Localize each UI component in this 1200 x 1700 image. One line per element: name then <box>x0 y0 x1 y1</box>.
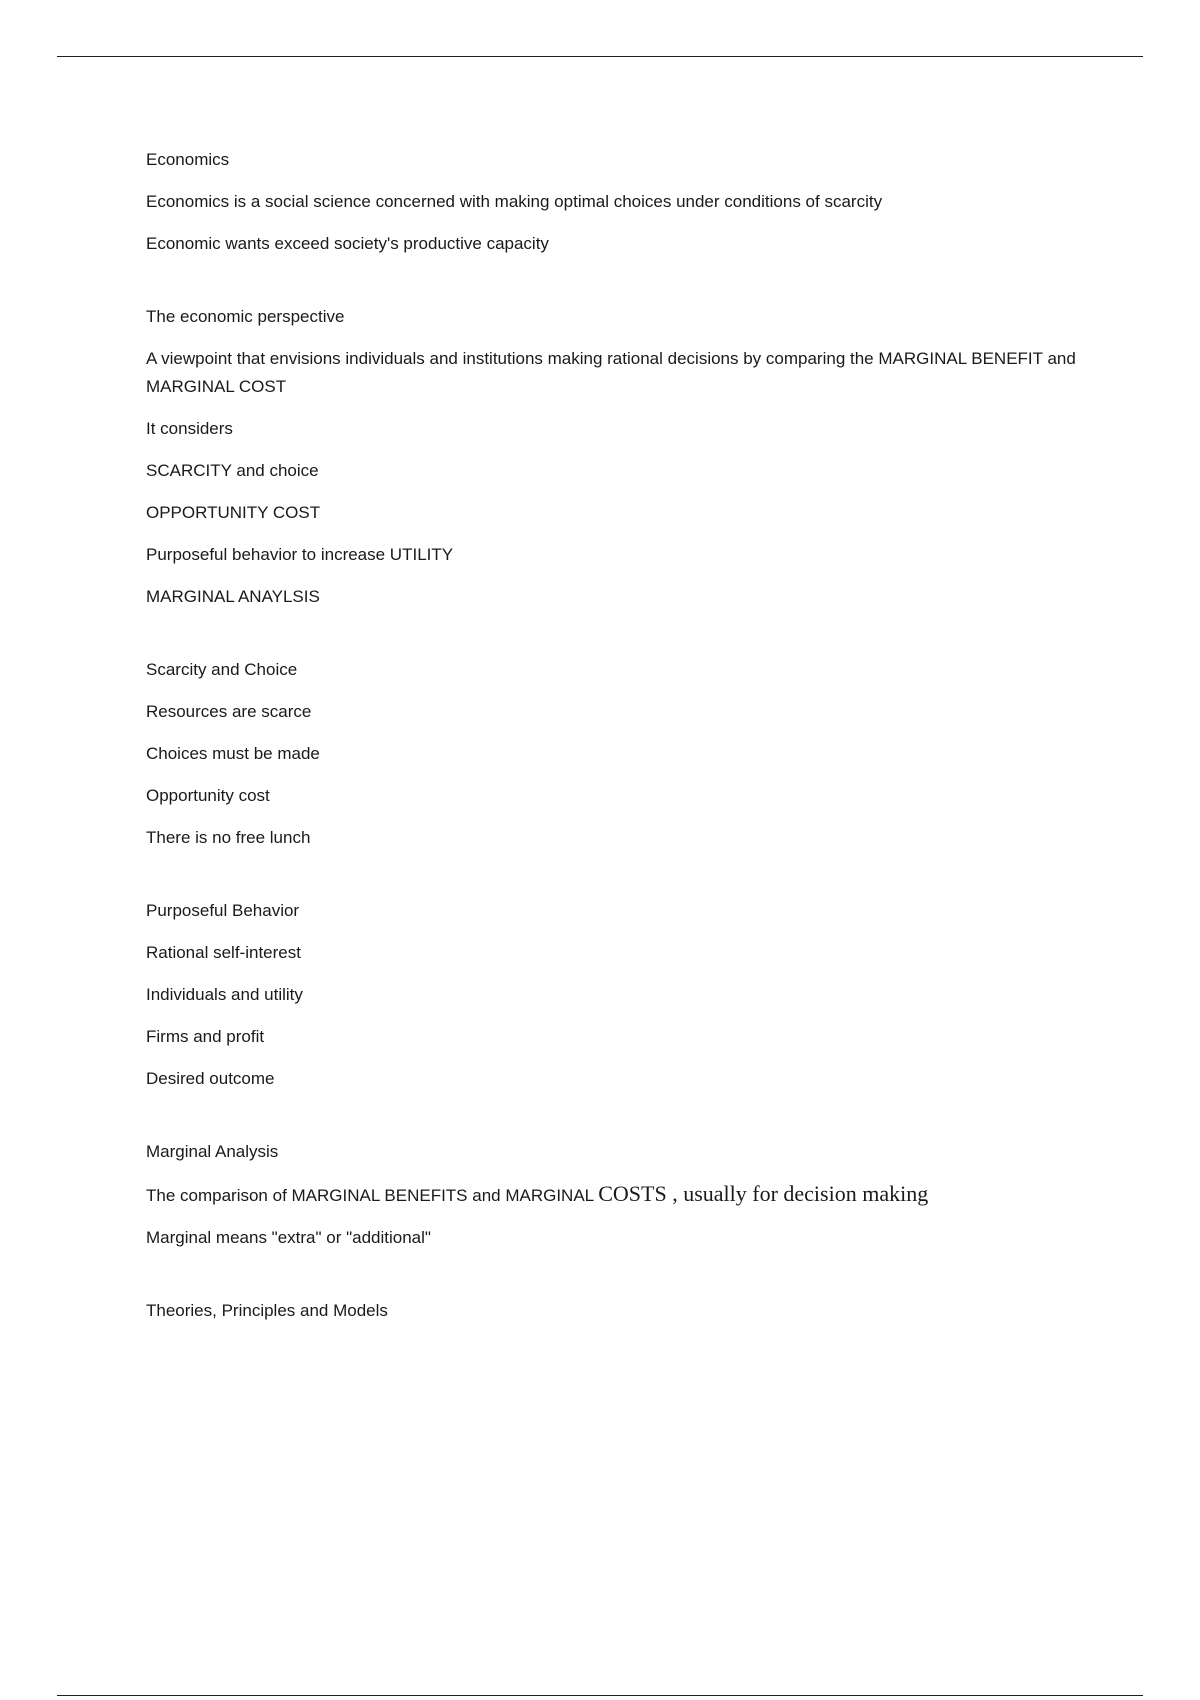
footer-rule <box>57 1695 1143 1696</box>
section-scarcity-and-choice <box>146 656 1076 852</box>
section-marginal-analysis <box>146 1138 1076 1252</box>
text-line: Opportunity cost <box>146 786 270 805</box>
text-line: MARGINAL ANAYLSIS <box>146 587 320 606</box>
text-line: Choices must be made <box>146 744 320 763</box>
text-line: Marginal means "extra" or "additional" <box>146 1228 431 1247</box>
text-line: SCARCITY and choice <box>146 461 319 480</box>
section-title: Economics <box>146 150 230 169</box>
section-economic-perspective <box>146 303 1076 611</box>
section-economics <box>146 146 1076 258</box>
section-title: Marginal Analysis <box>146 1142 279 1161</box>
text-line: A viewpoint that envisions individuals and institutions making rational decisions by comparing the MARGINAL BENEFIT and MARGINAL COST <box>146 349 1076 396</box>
comparison-text-part1: The comparison of MARGINAL BENEFITS and MARGINAL <box>146 1186 599 1205</box>
section-title: The economic perspective <box>146 307 345 326</box>
comparison-text-part2: COSTS , usually for decision making <box>598 1181 929 1206</box>
section-title: Scarcity and Choice <box>146 660 298 679</box>
text-line: There is no free lunch <box>146 828 311 847</box>
text-line: Rational self-interest <box>146 943 301 962</box>
text-line: It considers <box>146 419 233 438</box>
text-line: Economics is a social science concerned with making optimal choices under conditions of scarcity <box>146 192 883 211</box>
text-line: OPPORTUNITY COST <box>146 503 321 522</box>
document-body <box>146 146 1076 1370</box>
section-purposeful-behavior <box>146 897 1076 1093</box>
text-line: Economic wants exceed society's productive capacity <box>146 234 549 253</box>
text-line: Purposeful behavior to increase UTILITY <box>146 545 454 564</box>
text-line: Individuals and utility <box>146 985 303 1004</box>
text-line: Resources are scarce <box>146 702 312 721</box>
section-title: Theories, Principles and Models <box>146 1301 388 1320</box>
section-title: Purposeful Behavior <box>146 901 300 920</box>
section-theories-principles-models <box>146 1297 1076 1325</box>
comparison-line <box>146 1180 1076 1210</box>
header-rule <box>57 56 1143 57</box>
text-line: Firms and profit <box>146 1027 265 1046</box>
text-line: Desired outcome <box>146 1069 275 1088</box>
